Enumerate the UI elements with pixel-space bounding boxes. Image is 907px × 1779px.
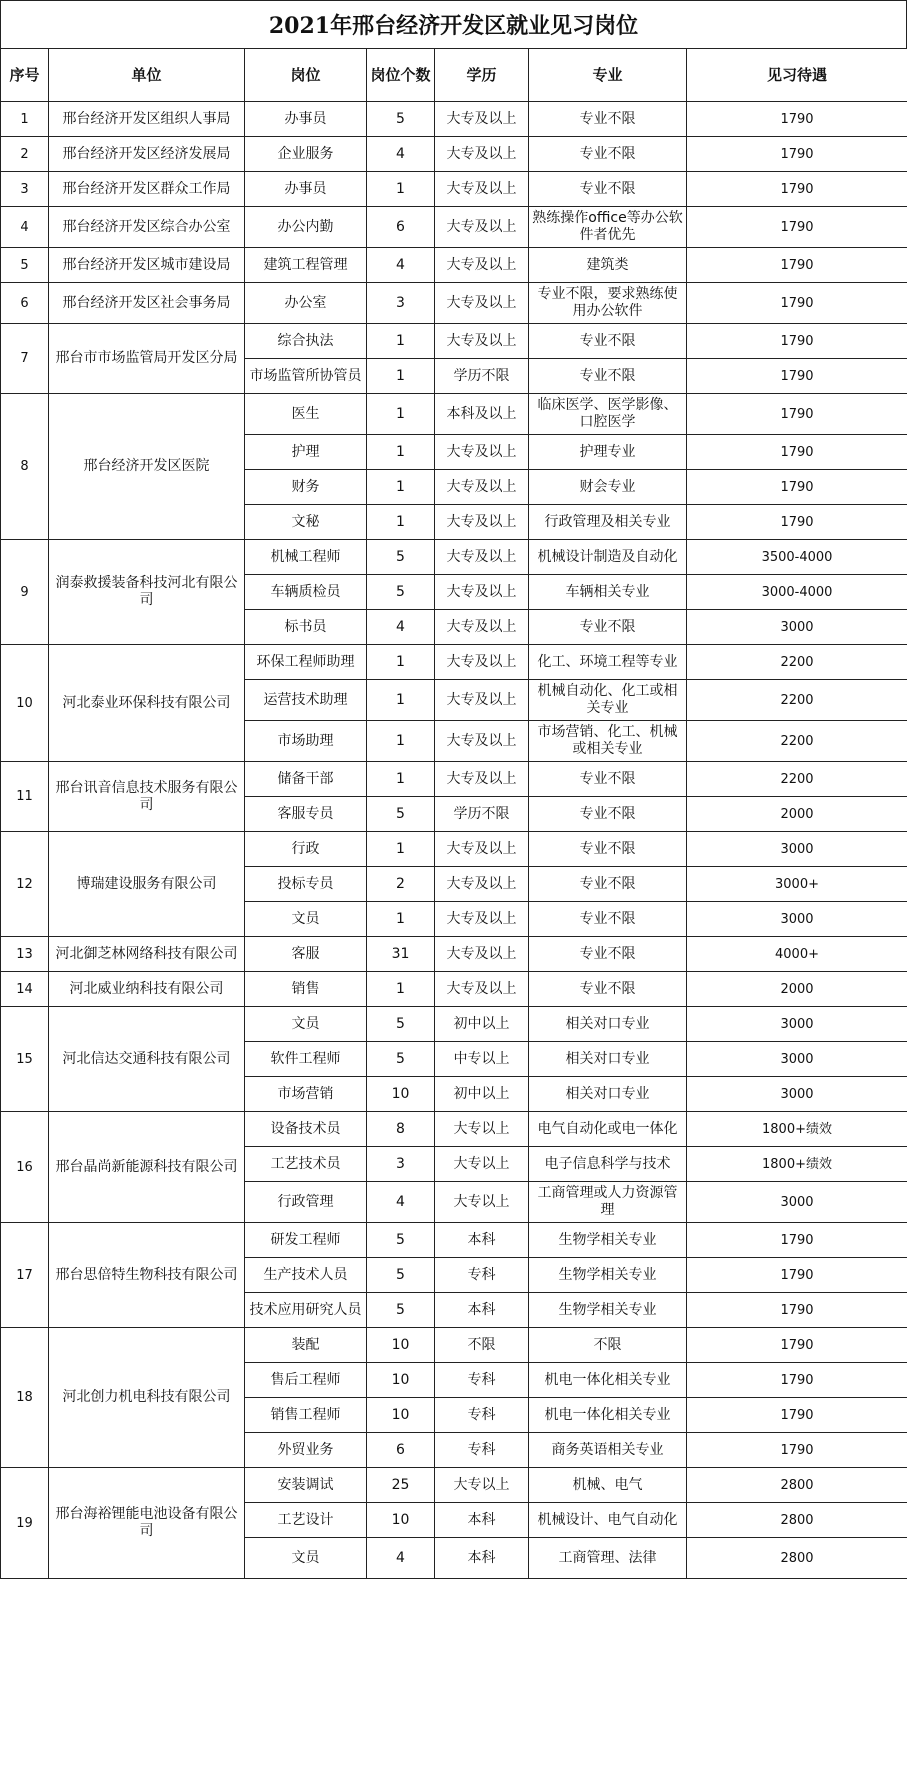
pay: 3000 bbox=[687, 610, 907, 645]
education: 大专及以上 bbox=[435, 102, 529, 137]
table-row bbox=[1, 645, 907, 680]
education: 大专及以上 bbox=[435, 324, 529, 359]
position-count: 31 bbox=[367, 937, 435, 972]
major: 专业不限 bbox=[529, 937, 687, 972]
education: 初中以上 bbox=[435, 1007, 529, 1042]
education: 本科 bbox=[435, 1293, 529, 1328]
position: 办事员 bbox=[245, 102, 367, 137]
pay: 1800+绩效 bbox=[687, 1147, 907, 1182]
pay: 1800+绩效 bbox=[687, 1112, 907, 1147]
header-row bbox=[1, 49, 907, 102]
row-number: 8 bbox=[1, 394, 49, 540]
position: 软件工程师 bbox=[245, 1042, 367, 1077]
position: 销售 bbox=[245, 972, 367, 1007]
position-count: 10 bbox=[367, 1328, 435, 1363]
position: 装配 bbox=[245, 1328, 367, 1363]
position: 医生 bbox=[245, 394, 367, 435]
major: 护理专业 bbox=[529, 435, 687, 470]
position-count: 1 bbox=[367, 645, 435, 680]
position: 市场营销 bbox=[245, 1077, 367, 1112]
major: 机械设计制造及自动化 bbox=[529, 540, 687, 575]
table-row bbox=[1, 394, 907, 435]
position: 综合执法 bbox=[245, 324, 367, 359]
education: 大专及以上 bbox=[435, 832, 529, 867]
position: 工艺技术员 bbox=[245, 1147, 367, 1182]
table-row bbox=[1, 248, 907, 283]
position-count: 1 bbox=[367, 394, 435, 435]
table-row bbox=[1, 324, 907, 359]
pay: 1790 bbox=[687, 1258, 907, 1293]
major: 生物学相关专业 bbox=[529, 1293, 687, 1328]
unit-name: 邢台经济开发区综合办公室 bbox=[49, 207, 245, 248]
pay: 1790 bbox=[687, 248, 907, 283]
table-row bbox=[1, 540, 907, 575]
position-count: 4 bbox=[367, 137, 435, 172]
position-count: 1 bbox=[367, 762, 435, 797]
position: 客服专员 bbox=[245, 797, 367, 832]
major: 专业不限 bbox=[529, 867, 687, 902]
row-number: 6 bbox=[1, 283, 49, 324]
major: 行政管理及相关专业 bbox=[529, 505, 687, 540]
major: 不限 bbox=[529, 1328, 687, 1363]
major: 商务英语相关专业 bbox=[529, 1433, 687, 1468]
position: 市场助理 bbox=[245, 721, 367, 762]
position-count: 1 bbox=[367, 435, 435, 470]
major: 专业不限，要求熟练使用办公软件 bbox=[529, 283, 687, 324]
page-title: 2021年邢台经济开发区就业见习岗位 bbox=[0, 0, 907, 48]
education: 大专及以上 bbox=[435, 248, 529, 283]
position-count: 1 bbox=[367, 972, 435, 1007]
position-count: 3 bbox=[367, 1147, 435, 1182]
pay: 3000-4000 bbox=[687, 575, 907, 610]
major: 机械自动化、化工或相关专业 bbox=[529, 680, 687, 721]
unit-name: 邢台经济开发区城市建设局 bbox=[49, 248, 245, 283]
unit-name: 邢台经济开发区社会事务局 bbox=[49, 283, 245, 324]
row-number: 2 bbox=[1, 137, 49, 172]
position: 外贸业务 bbox=[245, 1433, 367, 1468]
table-row bbox=[1, 972, 907, 1007]
unit-name: 博瑞建设服务有限公司 bbox=[49, 832, 245, 937]
position-count: 2 bbox=[367, 867, 435, 902]
major: 电子信息科学与技术 bbox=[529, 1147, 687, 1182]
education: 初中以上 bbox=[435, 1077, 529, 1112]
position: 文员 bbox=[245, 1538, 367, 1579]
education: 大专以上 bbox=[435, 1468, 529, 1503]
row-number: 9 bbox=[1, 540, 49, 645]
row-number: 18 bbox=[1, 1328, 49, 1468]
row-number: 17 bbox=[1, 1223, 49, 1328]
education: 专科 bbox=[435, 1433, 529, 1468]
position-count: 5 bbox=[367, 1042, 435, 1077]
unit-name: 河北泰业环保科技有限公司 bbox=[49, 645, 245, 762]
pay: 2200 bbox=[687, 645, 907, 680]
major: 临床医学、医学影像、口腔医学 bbox=[529, 394, 687, 435]
pay: 1790 bbox=[687, 505, 907, 540]
education: 本科 bbox=[435, 1538, 529, 1579]
header-count: 岗位个数 bbox=[367, 49, 435, 102]
position-count: 5 bbox=[367, 1258, 435, 1293]
row-number: 11 bbox=[1, 762, 49, 832]
position-count: 6 bbox=[367, 1433, 435, 1468]
position: 机械工程师 bbox=[245, 540, 367, 575]
table-row bbox=[1, 283, 907, 324]
position: 办公室 bbox=[245, 283, 367, 324]
row-number: 15 bbox=[1, 1007, 49, 1112]
position: 办事员 bbox=[245, 172, 367, 207]
pay: 1790 bbox=[687, 1398, 907, 1433]
pay: 3000+ bbox=[687, 867, 907, 902]
unit-name: 邢台经济开发区组织人事局 bbox=[49, 102, 245, 137]
table-row bbox=[1, 832, 907, 867]
position: 储备干部 bbox=[245, 762, 367, 797]
position-count: 1 bbox=[367, 172, 435, 207]
major: 专业不限 bbox=[529, 137, 687, 172]
position: 运营技术助理 bbox=[245, 680, 367, 721]
education: 大专及以上 bbox=[435, 645, 529, 680]
pay: 1790 bbox=[687, 1363, 907, 1398]
major: 机械、电气 bbox=[529, 1468, 687, 1503]
pay: 1790 bbox=[687, 283, 907, 324]
position-count: 1 bbox=[367, 680, 435, 721]
pay: 1790 bbox=[687, 1223, 907, 1258]
major: 生物学相关专业 bbox=[529, 1223, 687, 1258]
pay: 3000 bbox=[687, 1042, 907, 1077]
major: 专业不限 bbox=[529, 172, 687, 207]
major: 建筑类 bbox=[529, 248, 687, 283]
table-row bbox=[1, 172, 907, 207]
major: 专业不限 bbox=[529, 762, 687, 797]
education: 中专以上 bbox=[435, 1042, 529, 1077]
position: 文员 bbox=[245, 902, 367, 937]
unit-name: 河北御芝林网络科技有限公司 bbox=[49, 937, 245, 972]
pay: 1790 bbox=[687, 1433, 907, 1468]
major: 熟练操作office等办公软件者优先 bbox=[529, 207, 687, 248]
position: 车辆质检员 bbox=[245, 575, 367, 610]
major: 专业不限 bbox=[529, 610, 687, 645]
position: 行政管理 bbox=[245, 1182, 367, 1223]
pay: 3000 bbox=[687, 902, 907, 937]
table-row bbox=[1, 1468, 907, 1503]
education: 大专及以上 bbox=[435, 721, 529, 762]
position-count: 25 bbox=[367, 1468, 435, 1503]
unit-name: 邢台经济开发区医院 bbox=[49, 394, 245, 540]
major: 专业不限 bbox=[529, 972, 687, 1007]
unit-name: 邢台海裕锂能电池设备有限公司 bbox=[49, 1468, 245, 1579]
major: 车辆相关专业 bbox=[529, 575, 687, 610]
education: 专科 bbox=[435, 1363, 529, 1398]
education: 不限 bbox=[435, 1328, 529, 1363]
table-row bbox=[1, 1112, 907, 1147]
position: 标书员 bbox=[245, 610, 367, 645]
position-count: 5 bbox=[367, 1293, 435, 1328]
position: 护理 bbox=[245, 435, 367, 470]
pay: 2800 bbox=[687, 1503, 907, 1538]
pay: 1790 bbox=[687, 470, 907, 505]
education: 大专及以上 bbox=[435, 575, 529, 610]
major: 生物学相关专业 bbox=[529, 1258, 687, 1293]
pay: 1790 bbox=[687, 324, 907, 359]
unit-name: 河北创力机电科技有限公司 bbox=[49, 1328, 245, 1468]
pay: 1790 bbox=[687, 137, 907, 172]
major: 机电一体化相关专业 bbox=[529, 1398, 687, 1433]
pay: 1790 bbox=[687, 172, 907, 207]
unit-name: 邢台讯音信息技术服务有限公司 bbox=[49, 762, 245, 832]
position-count: 10 bbox=[367, 1363, 435, 1398]
pay: 2000 bbox=[687, 797, 907, 832]
position: 售后工程师 bbox=[245, 1363, 367, 1398]
row-number: 3 bbox=[1, 172, 49, 207]
education: 学历不限 bbox=[435, 359, 529, 394]
pay: 1790 bbox=[687, 435, 907, 470]
position-count: 5 bbox=[367, 1223, 435, 1258]
major: 市场营销、化工、机械或相关专业 bbox=[529, 721, 687, 762]
position-count: 5 bbox=[367, 540, 435, 575]
pay: 2200 bbox=[687, 680, 907, 721]
major: 专业不限 bbox=[529, 324, 687, 359]
position: 办公内勤 bbox=[245, 207, 367, 248]
position-count: 10 bbox=[367, 1077, 435, 1112]
education: 大专及以上 bbox=[435, 435, 529, 470]
major: 专业不限 bbox=[529, 832, 687, 867]
major: 电气自动化或电一体化 bbox=[529, 1112, 687, 1147]
unit-name: 润泰救援装备科技河北有限公司 bbox=[49, 540, 245, 645]
table-row bbox=[1, 102, 907, 137]
header-no: 序号 bbox=[1, 49, 49, 102]
major: 机械设计、电气自动化 bbox=[529, 1503, 687, 1538]
education: 大专及以上 bbox=[435, 540, 529, 575]
position: 建筑工程管理 bbox=[245, 248, 367, 283]
pay: 1790 bbox=[687, 359, 907, 394]
row-number: 12 bbox=[1, 832, 49, 937]
pay: 1790 bbox=[687, 1328, 907, 1363]
table-row bbox=[1, 1007, 907, 1042]
major: 相关对口专业 bbox=[529, 1007, 687, 1042]
position: 工艺设计 bbox=[245, 1503, 367, 1538]
table-row bbox=[1, 1223, 907, 1258]
education: 大专以上 bbox=[435, 1112, 529, 1147]
position: 技术应用研究人员 bbox=[245, 1293, 367, 1328]
pay: 1790 bbox=[687, 394, 907, 435]
position-count: 1 bbox=[367, 832, 435, 867]
position-count: 5 bbox=[367, 1007, 435, 1042]
position: 市场监管所协管员 bbox=[245, 359, 367, 394]
position-count: 3 bbox=[367, 283, 435, 324]
pay: 4000+ bbox=[687, 937, 907, 972]
major: 机电一体化相关专业 bbox=[529, 1363, 687, 1398]
unit-name: 邢台思倍特生物科技有限公司 bbox=[49, 1223, 245, 1328]
education: 学历不限 bbox=[435, 797, 529, 832]
header-education: 学历 bbox=[435, 49, 529, 102]
header-pay: 见习待遇 bbox=[687, 49, 907, 102]
position: 生产技术人员 bbox=[245, 1258, 367, 1293]
position: 财务 bbox=[245, 470, 367, 505]
education: 专科 bbox=[435, 1398, 529, 1433]
row-number: 14 bbox=[1, 972, 49, 1007]
education: 本科及以上 bbox=[435, 394, 529, 435]
pay: 2800 bbox=[687, 1538, 907, 1579]
row-number: 19 bbox=[1, 1468, 49, 1579]
header-unit: 单位 bbox=[49, 49, 245, 102]
major: 专业不限 bbox=[529, 359, 687, 394]
position: 文秘 bbox=[245, 505, 367, 540]
pay: 1790 bbox=[687, 207, 907, 248]
position-count: 8 bbox=[367, 1112, 435, 1147]
table-body bbox=[1, 102, 907, 1579]
education: 大专及以上 bbox=[435, 137, 529, 172]
row-number: 4 bbox=[1, 207, 49, 248]
pay: 2200 bbox=[687, 762, 907, 797]
education: 本科 bbox=[435, 1503, 529, 1538]
major: 专业不限 bbox=[529, 902, 687, 937]
position-count: 4 bbox=[367, 1182, 435, 1223]
major: 相关对口专业 bbox=[529, 1042, 687, 1077]
pay: 3000 bbox=[687, 1007, 907, 1042]
header-major: 专业 bbox=[529, 49, 687, 102]
education: 大专及以上 bbox=[435, 762, 529, 797]
table-row bbox=[1, 137, 907, 172]
row-number: 5 bbox=[1, 248, 49, 283]
unit-name: 邢台市市场监管局开发区分局 bbox=[49, 324, 245, 394]
position-count: 1 bbox=[367, 721, 435, 762]
education: 大专及以上 bbox=[435, 902, 529, 937]
major: 专业不限 bbox=[529, 102, 687, 137]
unit-name: 邢台经济开发区经济发展局 bbox=[49, 137, 245, 172]
table-row bbox=[1, 937, 907, 972]
education: 大专及以上 bbox=[435, 610, 529, 645]
position-count: 10 bbox=[367, 1398, 435, 1433]
header-position: 岗位 bbox=[245, 49, 367, 102]
position: 销售工程师 bbox=[245, 1398, 367, 1433]
position: 行政 bbox=[245, 832, 367, 867]
position-count: 4 bbox=[367, 248, 435, 283]
table-row bbox=[1, 762, 907, 797]
education: 大专及以上 bbox=[435, 937, 529, 972]
education: 大专及以上 bbox=[435, 680, 529, 721]
major: 化工、环境工程等专业 bbox=[529, 645, 687, 680]
unit-name: 邢台晶尚新能源科技有限公司 bbox=[49, 1112, 245, 1223]
education: 大专及以上 bbox=[435, 283, 529, 324]
position-count: 5 bbox=[367, 575, 435, 610]
pay: 1790 bbox=[687, 1293, 907, 1328]
row-number: 10 bbox=[1, 645, 49, 762]
position-count: 10 bbox=[367, 1503, 435, 1538]
position: 研发工程师 bbox=[245, 1223, 367, 1258]
unit-name: 河北信达交通科技有限公司 bbox=[49, 1007, 245, 1112]
education: 专科 bbox=[435, 1258, 529, 1293]
pay: 2200 bbox=[687, 721, 907, 762]
position-count: 1 bbox=[367, 324, 435, 359]
position-count: 6 bbox=[367, 207, 435, 248]
internship-table bbox=[0, 48, 907, 1579]
major: 专业不限 bbox=[529, 797, 687, 832]
position-count: 5 bbox=[367, 797, 435, 832]
position: 企业服务 bbox=[245, 137, 367, 172]
education: 大专及以上 bbox=[435, 505, 529, 540]
row-number: 1 bbox=[1, 102, 49, 137]
pay: 1790 bbox=[687, 102, 907, 137]
major: 工商管理、法律 bbox=[529, 1538, 687, 1579]
education: 本科 bbox=[435, 1223, 529, 1258]
unit-name: 邢台经济开发区群众工作局 bbox=[49, 172, 245, 207]
position-count: 4 bbox=[367, 610, 435, 645]
position: 文员 bbox=[245, 1007, 367, 1042]
education: 大专及以上 bbox=[435, 207, 529, 248]
major: 财会专业 bbox=[529, 470, 687, 505]
pay: 2800 bbox=[687, 1468, 907, 1503]
position: 安装调试 bbox=[245, 1468, 367, 1503]
table-row bbox=[1, 1328, 907, 1363]
unit-name: 河北威业纳科技有限公司 bbox=[49, 972, 245, 1007]
education: 大专以上 bbox=[435, 1182, 529, 1223]
major: 相关对口专业 bbox=[529, 1077, 687, 1112]
position-count: 1 bbox=[367, 359, 435, 394]
pay: 3000 bbox=[687, 1077, 907, 1112]
education: 大专及以上 bbox=[435, 972, 529, 1007]
education: 大专及以上 bbox=[435, 867, 529, 902]
pay: 3000 bbox=[687, 1182, 907, 1223]
education: 大专以上 bbox=[435, 1147, 529, 1182]
education: 大专及以上 bbox=[435, 470, 529, 505]
position: 环保工程师助理 bbox=[245, 645, 367, 680]
position-count: 1 bbox=[367, 470, 435, 505]
pay: 2000 bbox=[687, 972, 907, 1007]
row-number: 7 bbox=[1, 324, 49, 394]
table-row bbox=[1, 207, 907, 248]
row-number: 13 bbox=[1, 937, 49, 972]
position: 设备技术员 bbox=[245, 1112, 367, 1147]
position: 投标专员 bbox=[245, 867, 367, 902]
row-number: 16 bbox=[1, 1112, 49, 1223]
education: 大专及以上 bbox=[435, 172, 529, 207]
position-count: 5 bbox=[367, 102, 435, 137]
pay: 3000 bbox=[687, 832, 907, 867]
pay: 3500-4000 bbox=[687, 540, 907, 575]
position-count: 1 bbox=[367, 505, 435, 540]
position: 客服 bbox=[245, 937, 367, 972]
position-count: 4 bbox=[367, 1538, 435, 1579]
major: 工商管理或人力资源管理 bbox=[529, 1182, 687, 1223]
position-count: 1 bbox=[367, 902, 435, 937]
